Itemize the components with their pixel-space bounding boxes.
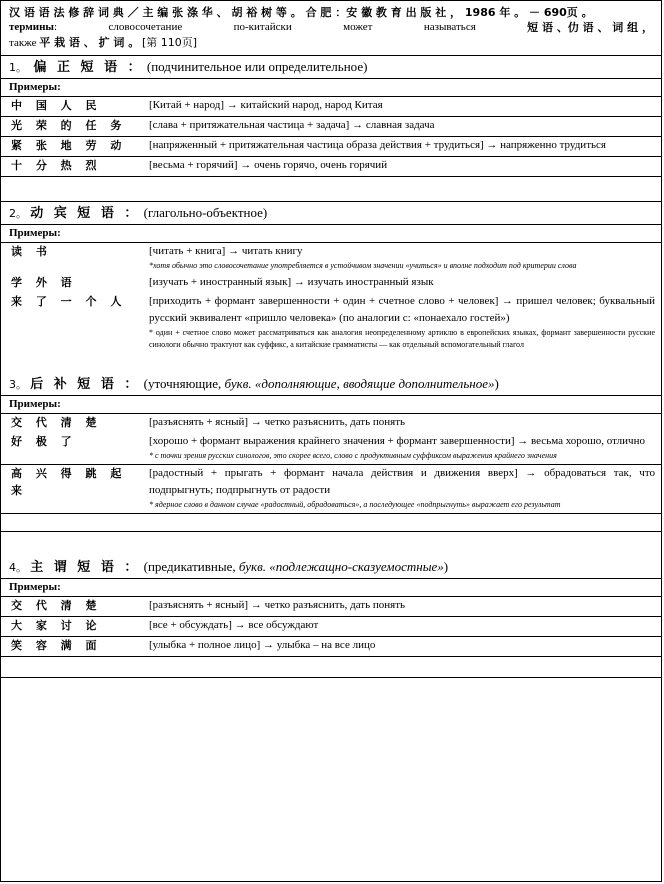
term-cn: 高 兴 得 跳 起 来 <box>11 467 127 497</box>
table-row <box>1 136 661 156</box>
terms-label: термины <box>9 21 54 33</box>
terms-part: словосочетание <box>108 21 183 33</box>
term-gloss-cell <box>149 433 661 464</box>
term-gloss-cell <box>149 243 661 274</box>
term-gloss-cell <box>149 465 661 513</box>
table-row <box>1 596 661 616</box>
section-cn-title: 后 补 短 语 ： <box>30 377 141 392</box>
terms-also-cn: 平 栽 语 、 扩 词 。 <box>39 36 140 49</box>
section-title <box>1 373 661 395</box>
section-cn-title: 动 宾 短 语 ： <box>30 206 141 221</box>
table-row <box>1 433 661 464</box>
term-gloss: [улыбка + полное лицо] → улыбка – на все лицо <box>149 639 376 651</box>
term-gloss: [читать + книга] → читать книгу <box>149 245 303 257</box>
term-gloss: [радостный + прыгать + формант начала действия и движения вверх] → обрадоваться так, что подпрыгнуть; подпрыгнуть от радости <box>149 467 655 496</box>
terms-part: называться <box>423 21 476 33</box>
section-ru-title-italic: букв. «подлежащно-сказуемостные» <box>238 559 444 574</box>
term-gloss: [приходить + формант завершенности + один + счетное слово + человек] → пришел человек; буквальный русский эквивалент «пришло человека» (по аналогии с: «понаехало гостей») <box>149 295 655 324</box>
footnote: *хотя обычно это словосочетание употребляется в устойчивом значении «учиться» и вполне подходит под критерии слова <box>149 261 577 270</box>
terms-part-cn: 短 语 、仂 语 、 词 组 ， <box>527 21 653 34</box>
section-gap <box>1 656 661 677</box>
terms-part: по-китайски <box>233 21 292 33</box>
term-gloss: [разъяснять + ясный] → четко разъяснить, дать понять <box>149 599 406 611</box>
term-gloss: [весьма + горячий] → очень горячо, очень горячий <box>149 159 388 171</box>
section-cn-title: 主 谓 短 语 ： <box>30 560 141 575</box>
term-cn: 学 外 语 <box>11 276 77 289</box>
section-gap <box>1 531 661 556</box>
examples-label: Примеры: <box>1 78 661 96</box>
term-gloss: [слава + притяжательная частица + задача] → славная задача <box>149 119 435 131</box>
section-number: 4。 <box>9 561 27 574</box>
examples-label: Примеры: <box>1 578 661 596</box>
term-gloss: [хорошо + формант выражения крайнего значения + формант завершенности] → весьма хорошо, отлично <box>149 435 645 447</box>
section-ru-title: (глагольно-объектное) <box>143 205 268 220</box>
term-cn: 交 代 清 楚 <box>11 599 102 612</box>
footnote: * ядерное слово в данном случае «радостный, обрадоваться», а последующее «подпрыгнуть» выражает его результат <box>149 500 561 509</box>
term-cn: 十 分 热 烈 <box>11 159 102 172</box>
footnote: * с точки зрения русских синологов, это скорее всего, слово с продуктивным суффиксом выражения крайнего значения <box>149 451 557 460</box>
term-cn: 紧 张 地 劳 动 <box>11 139 127 152</box>
examples-label: Примеры: <box>1 224 661 242</box>
section-ru-title: (уточняющие, <box>143 376 225 391</box>
terms-part: может <box>343 21 373 33</box>
table-row <box>1 464 661 513</box>
table-row <box>1 293 661 353</box>
table-row <box>1 274 661 293</box>
term-cn: 大 家 讨 论 <box>11 619 102 632</box>
section-ru-title: (предикативные, <box>143 559 239 574</box>
term-gloss: [напряженный + притяжательная частица образа действия + трудиться] → напряженно трудиться <box>149 139 606 151</box>
term-cn: 中 国 人 民 <box>11 99 102 112</box>
terms-also: также <box>9 37 37 49</box>
term-gloss: [разъяснять + ясный] → четко разъяснить, дать понять <box>149 416 406 428</box>
source-citation: 汉 语 语 法 修 辞 词 典 ／ 主 编 张 涤 华 、 胡 裕 树 等 。 合 肥 ：安 徽 教 育 出 版 社 ， 1986 年 。 － 690页 。 <box>9 6 593 19</box>
term-cn: 笑 容 满 面 <box>11 639 102 652</box>
header-block <box>1 1 661 51</box>
page-ref: [第 110页] <box>142 36 198 49</box>
bottom-rule <box>1 677 661 678</box>
section-ru-title-italic: букв. «дополняющие, вводящие дополнительное» <box>224 376 495 391</box>
section-cn-title: 偏 正 短 语 ： <box>33 60 144 75</box>
section-gap <box>1 513 661 531</box>
footnote: * один + счетное слово может рассматриваться как аналогия неопределенному артиклю в европейских языках, формант завершенности русские синологи обычно трактуют как суффикс, а китайские грамматисты — как отдельный вспомогательный глагол <box>149 328 655 349</box>
section-title <box>1 55 661 78</box>
table-row <box>1 242 661 274</box>
section-ru-title-end: ) <box>494 376 499 391</box>
section-number: 3。 <box>9 378 27 391</box>
term-gloss-cell <box>149 293 661 353</box>
terms-line: термины: словосочетание по-китайски может называться 短 语 、仂 语 、 词 组 ， <box>9 21 653 34</box>
table-row <box>1 616 661 636</box>
section-number: 1。 <box>9 61 27 74</box>
terms-line-2 <box>9 35 653 51</box>
section-ru-title-end: ) <box>443 559 449 574</box>
term-cn: 读 书 <box>11 245 52 258</box>
term-gloss: [изучать + иностранный язык] → изучать иностранный язык <box>149 276 434 288</box>
section-gap <box>1 353 661 373</box>
table-row <box>1 116 661 136</box>
section-gap <box>1 176 661 201</box>
table-row <box>1 413 661 433</box>
table-row <box>1 636 661 656</box>
table-row <box>1 96 661 116</box>
term-gloss: [Китай + народ] → китайский народ, народ Китая <box>149 99 383 111</box>
term-gloss: [все + обсуждать] → все обсуждают <box>149 619 319 631</box>
section-title <box>1 201 661 224</box>
examples-label: Примеры: <box>1 395 661 413</box>
term-cn: 交 代 清 楚 <box>11 416 102 429</box>
term-cn: 光 荣 的 任 务 <box>11 119 127 132</box>
term-cn: 好 极 了 <box>11 435 77 448</box>
section-ru-title: (подчинительное или определительное) <box>146 59 368 74</box>
section-number: 2。 <box>9 207 27 220</box>
term-cn: 来 了 一 个 人 <box>11 295 127 308</box>
table-row <box>1 156 661 176</box>
section-title <box>1 556 661 578</box>
